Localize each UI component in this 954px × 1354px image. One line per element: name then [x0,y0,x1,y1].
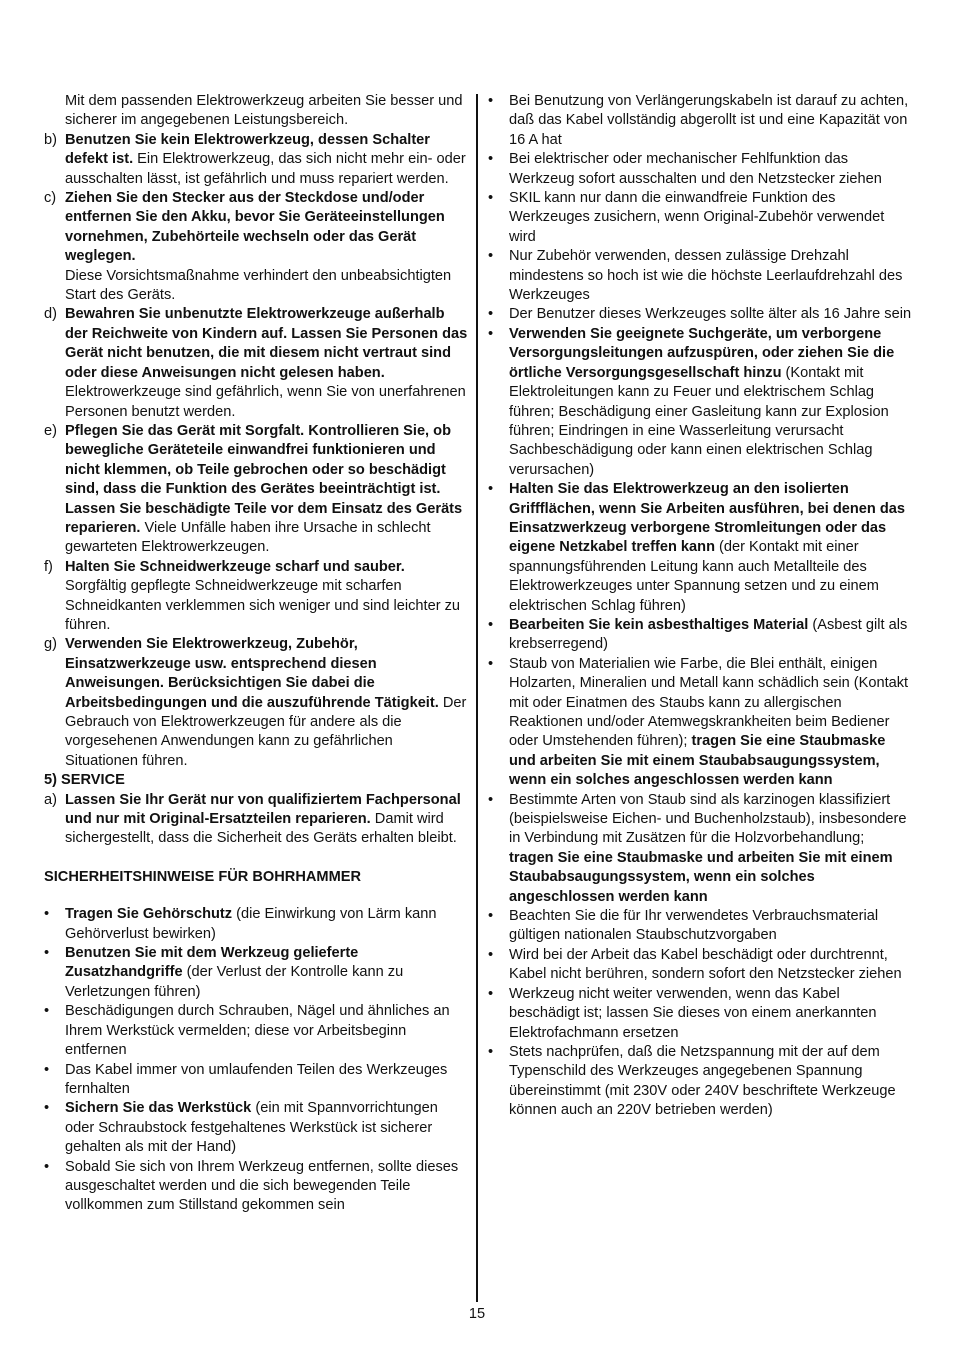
list-item-c [44,189,469,267]
bullet-item [488,325,912,480]
item-text: Werkzeug nicht weiter verwenden, wenn das Kabel beschädigt ist; lassen Sie dieses von einem anerkannten Elektrofachmann ersetzen [509,985,877,1041]
page-number: 15 [468,1306,486,1322]
bullet-marker: • [488,248,494,265]
bullet-marker: • [44,1061,50,1078]
bullet-item [488,655,912,791]
list-marker: b) [44,131,57,148]
section-heading: SICHERHEITSHINWEISE FÜR BOHRHAMMER [44,868,362,885]
list-marker: e) [44,422,57,439]
item-bold-text: Halten Sie das Elektrowerkzeug an den isolierten Griffflächen, wenn Sie Arbeiten ausführen, bei denen das Einsatzwerkzeug verborgene Stromleitungen oder das eigene Netzkabel treffen kann [509,481,905,556]
bullet-item [488,907,912,946]
item-bold-text: Halten Sie Schneidwerkzeuge scharf und sauber. [65,558,405,575]
item-text: (ein mit Spannvorrichtungen oder Schraubstock festgehaltenes Werkstück ist sicherer gehalten als mit der Hand) [65,1100,438,1156]
item-text: Der Benutzer dieses Werkzeuges sollte älter als 16 Jahre sein [509,306,912,323]
bullet-marker: • [488,93,494,109]
item-bold-text: Ziehen Sie den Stecker aus der Steckdose und/oder entfernen Sie den Akku, bevor Sie Geräteeinstellungen vornehmen, Zubehörteile wechseln oder das Gerät weglegen. [65,190,445,265]
item-text: Beachten Sie die für Ihr verwendetes Verbrauchsmaterial gültigen nationalen Staubschutzvorgaben [509,908,879,944]
item-text: (der Kontakt mit einer spannungsführenden Leitung kann auch Metallteile des Elektrowerkzeuges unter Spannung setzen und zu einem elektrischen Schlag führen) [509,539,879,614]
bullet-marker: • [44,1100,50,1117]
item-bold-text: Verwenden Sie Elektrowerkzeug, Zubehör, Einsatzwerkzeuge usw. entsprechend diesen Anweisungen. Berücksichtigen Sie dabei die Arbeitsbedingungen und die auszuführende Tätigkeit. [65,636,439,711]
bullet-item [488,946,912,985]
bullet-marker: • [488,1043,494,1060]
bullet-item [488,305,912,324]
item-text: SKIL kann nur dann die einwandfreie Funktion des Werkzeuges zusichern, wenn Original-Zubehör verwendet wird [509,190,885,245]
list-item-b [44,131,469,189]
item-text: (Asbest gilt als krebserregend) [509,616,908,653]
bullet-item [488,150,912,189]
item-text: Sorgfältig gepflegte Schneidwerkzeuge mit scharfen Schneidkanten verklemmen sich weniger und sind leichter zu führen. [65,578,461,633]
item-text: Bestimmte Arten von Staub sind als karzinogen klassifiziert (beispielsweise Eichen- und Buchenholzstaub), insbesondere in Verbindung mit Zusätzen für die Holzvorbehandlung; [509,791,907,847]
item-extra-text: Diese Vorsichtsmaßnahme verhindert den unbeabsichtigten Start des Geräts. [65,267,452,304]
intro-paragraph: Mit dem passenden Elektrowerkzeug arbeiten Sie besser und sicherer im angegebenen Leistungsbereich. [65,93,463,129]
list-marker: a) [44,791,57,808]
bullet-marker: • [488,306,494,323]
bullet-item [488,985,912,1043]
item-text: Das Kabel immer von umlaufenden Teilen des Werkzeuges fernhalten [65,1061,448,1097]
bullet-marker: • [488,325,494,342]
item-bold-text: Bewahren Sie unbenutzte Elektrowerkzeuge außerhalb der Reichweite von Kindern auf. Lassen Sie Personen das Gerät nicht benutzen, die mit diesem nicht vertraut sind oder diese Anweisungen nicht gelesen haben. [65,306,468,381]
left-bullet-list [44,905,469,1216]
item-text: Nur Zubehör verwenden, dessen zulässige Drehzahl mindestens so hoch ist wie die höchste Leerlaufdrehzahl des Werkzeuges [509,248,903,304]
list-marker: g) [44,636,57,653]
item-bold-text: Lassen Sie Ihr Gerät nur von qualifiziertem Fachpersonal und nur mit Original-Ersatzteilen reparieren. [65,791,461,828]
list-item-g [44,635,469,771]
bullet-item [488,1043,912,1121]
left-column [44,92,469,1216]
list-marker: d) [44,306,57,323]
bullet-marker: • [44,1158,50,1175]
item-text: Staub von Materialien wie Farbe, die Blei enthält, einigen Holzarten, Mineralien und Metall kann schädlich sein (Kontakt mit oder Einatmen des Staubs kann zu allergischen Reaktionen und/oder Atemwegskrankheiten beim Bediener oder Umstehenden führen); [509,655,909,750]
bullet-marker: • [44,1003,50,1020]
item-text: Der Gebrauch von Elektrowerkzeugen für andere als die vorgesehenen Anwendungen kann zu gefährlichen Situationen führen. [65,694,467,769]
bullet-item [488,480,912,616]
service-item-a [44,791,469,849]
item-text: Elektrowerkzeuge sind gefährlich, wenn Sie von unerfahrenen Personen benutzt werden. [65,384,466,420]
bullet-marker: • [488,791,494,808]
item-text: Damit wird sichergestellt, dass die Sicherheit des Geräts erhalten bleibt. [65,811,457,847]
bullet-item [488,189,912,247]
item-text: (Kontakt mit Elektroleitungen kann zu Feuer und elektrischem Schlag führen; Beschädigung einer Gasleitung kann zur Explosion führen; Eindringen in eine Wasserleitung verursacht Sachbeschädigung oder kann einen elektrischen Schlag verursachen) [509,364,889,478]
bullet-marker: • [488,655,494,672]
bullet-item [488,92,912,150]
bullet-marker: • [488,481,494,498]
list-item-f [44,558,469,636]
item-text: Stets nachprüfen, daß die Netzspannung mit der auf dem Typenschild des Werkzeuges angegebenen Spannung übereinstimmt (mit 230V oder 240V beschriftete Werkzeuge können auch an 220V betrieben werden) [509,1043,896,1119]
list-item-e [44,422,469,558]
right-column [488,92,912,1121]
bullet-item [44,1002,469,1060]
item-text: Viele Unfälle haben ihre Ursache in schlecht gewarteten Elektrowerkzeugen. [65,519,431,556]
bullet-marker: • [488,908,494,925]
item-bold-text: Benutzen Sie kein Elektrowerkzeug, dessen Schalter defekt ist. [65,131,430,168]
bullet-item [44,1099,469,1157]
item-bold-text-2: tragen Sie eine Staubmaske und arbeiten Sie mit einem Staubabsaugungssystem, wenn ein solches angeschlossen werden kann [509,849,893,905]
bullet-marker: • [44,906,50,923]
service-heading: 5) SERVICE [44,772,125,789]
bullet-marker: • [488,985,494,1002]
bullet-item [44,905,469,944]
bullet-item [44,1158,469,1216]
item-bold-text: Bearbeiten Sie kein asbesthaltiges Material [509,616,809,633]
bullet-item [488,247,912,305]
item-text: Beschädigungen durch Schrauben, Nägel und ähnliches an Ihrem Werkstück vermelden; diese vor Arbeitsbeginn entfernen [65,1003,450,1059]
list-item-d [44,305,469,421]
item-text: Ein Elektrowerkzeug, das sich nicht mehr ein- oder ausschalten lässt, ist gefährlich und muss repariert werden. [65,151,466,187]
item-bold-text: Tragen Sie Gehörschutz [65,906,233,923]
list-marker: f) [44,558,53,575]
list-marker: c) [44,190,57,207]
item-text: Bei Benutzung von Verlängerungskabeln ist darauf zu achten, daß das Kabel vollständig abgerollt ist und eine Kapazität von 16 A hat [509,93,909,148]
item-text: (die Einwirkung von Lärm kann Gehörverlust bewirken) [65,906,437,942]
bullet-marker: • [488,151,494,168]
bullet-marker: • [488,946,494,963]
bullet-item [488,791,912,907]
bullet-item [44,1061,469,1100]
item-text: (der Verlust der Kontrolle kann zu Verletzungen führen) [65,964,404,1000]
bullet-item [44,944,469,1002]
item-bold-text: Verwenden Sie geeignete Suchgeräte, um verborgene Versorgungsleitungen aufzuspüren, oder ziehen Sie die örtliche Versorgungsgesellschaft hinzu [509,325,895,381]
bullet-marker: • [488,616,494,633]
column-divider [476,94,478,1302]
item-text: Wird bei der Arbeit das Kabel beschädigt oder durchtrennt, Kabel nicht berühren, sondern sofort den Netzstecker ziehen [509,946,902,983]
item-bold-text: Benutzen Sie mit dem Werkzeug gelieferte Zusatzhandgriffe [65,945,359,981]
item-bold-text: Pflegen Sie das Gerät mit Sorgfalt. Kontrollieren Sie, ob bewegliche Geräteteile einwandfrei funktionieren und nicht klemmen, ob Teile gebrochen oder so beschädigt sind, dass die Funktion des Gerätes beeinträchtigt ist. Lassen Sie beschädigte Teile vor dem Einsatz des Geräts reparieren. [65,422,463,536]
item-bold-text: Sichern Sie das Werkstück [65,1100,252,1117]
item-text: Bei elektrischer oder mechanischer Fehlfunktion das Werkzeug sofort ausschalten und den Netzstecker ziehen [509,151,882,187]
bullet-marker: • [488,190,494,207]
bullet-marker: • [44,945,50,962]
item-text: Sobald Sie sich von Ihrem Werkzeug entfernen, sollte dieses ausgeschaltet werden und die sich bewegenden Teile vollkommen zum Stillstand gekommen sein [65,1158,459,1214]
bullet-item [488,616,912,655]
item-bold-text-2: tragen Sie eine Staubmaske und arbeiten Sie mit einem Staubabsaugungssystem, wenn ein solches angeschlossen werden kann [509,733,886,789]
